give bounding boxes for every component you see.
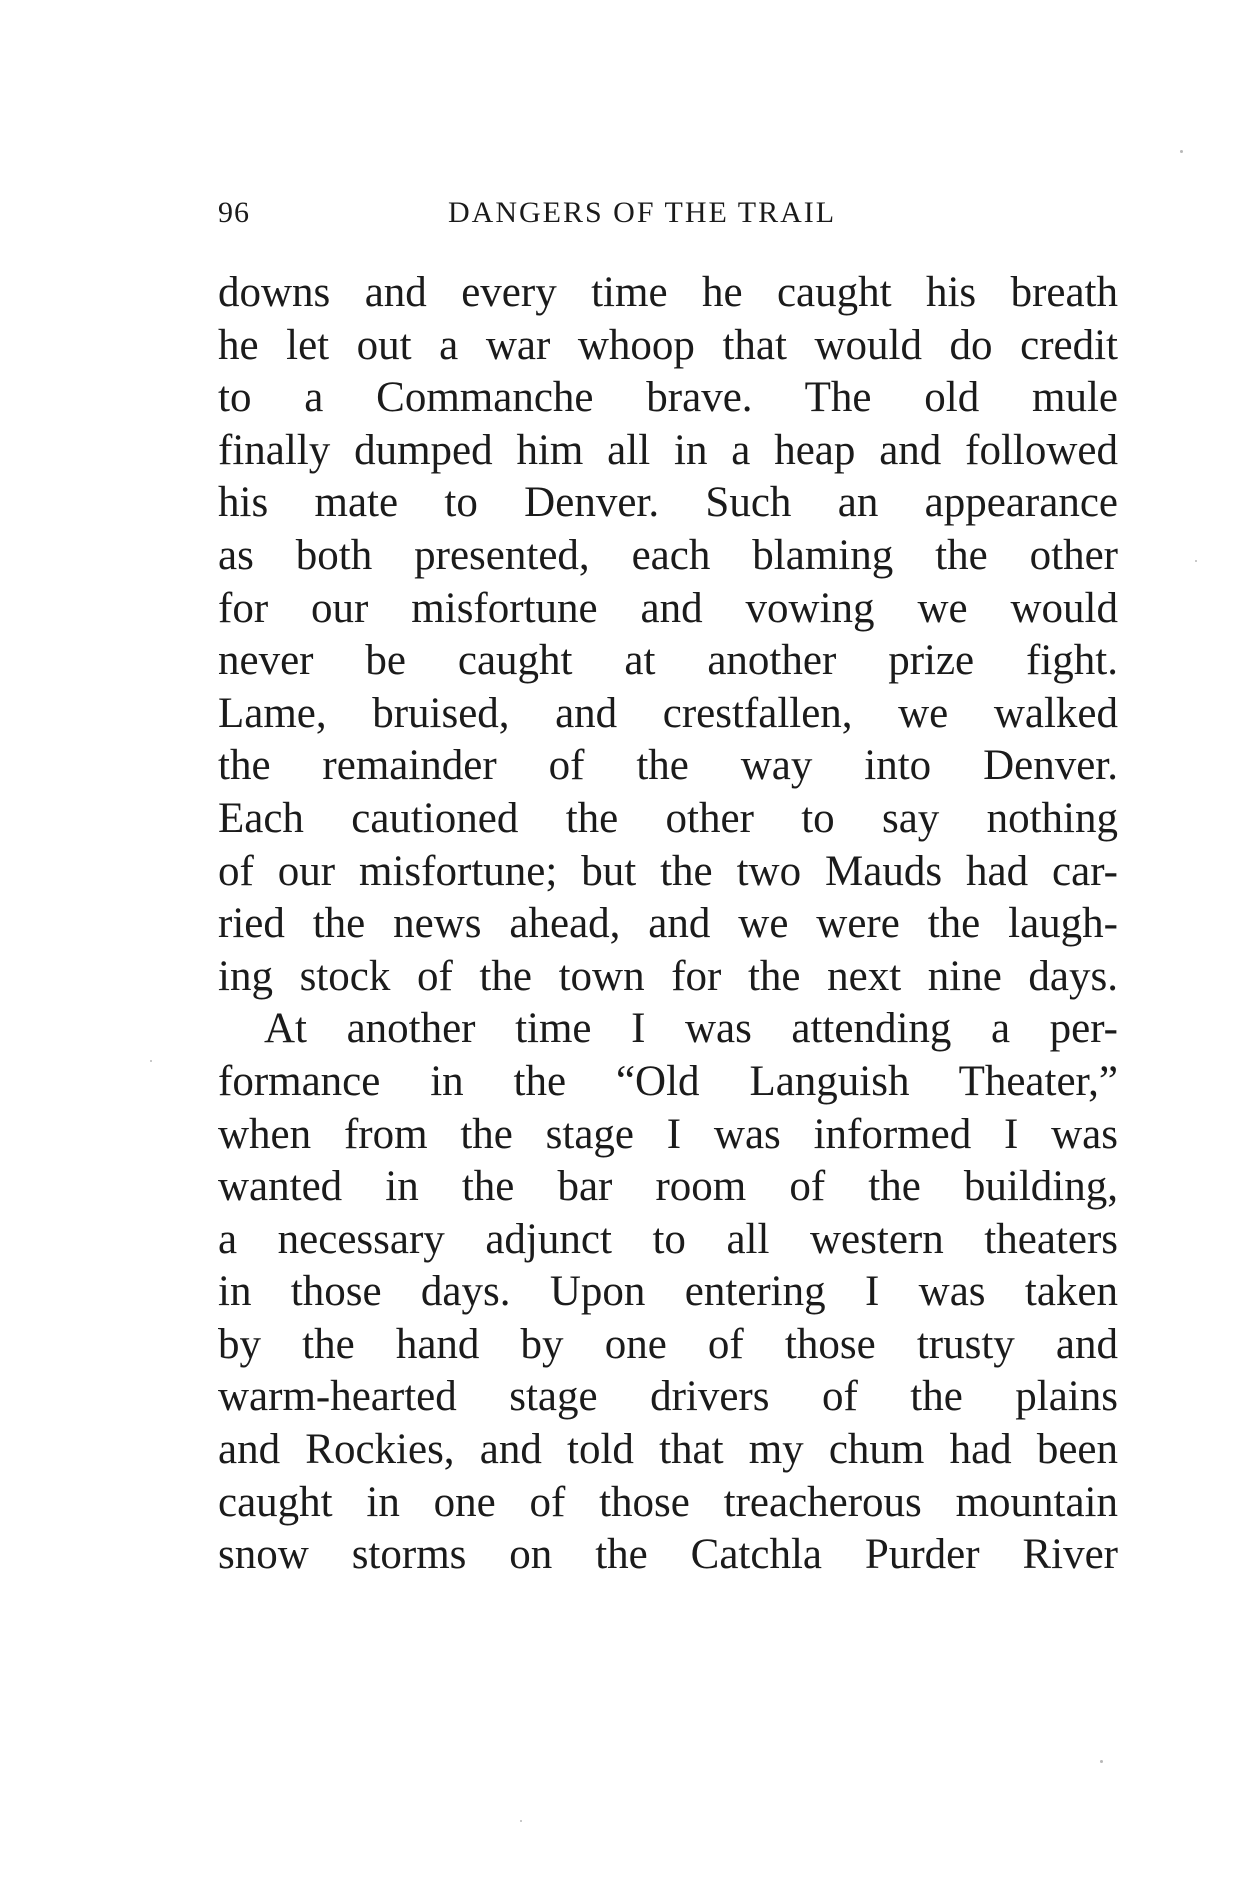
- scan-speck: [1180, 150, 1183, 153]
- text-line: by the hand by one of those trusty and: [218, 1320, 1118, 1368]
- text-line: finally dumped him all in a heap and followed: [218, 426, 1118, 474]
- page-header: [218, 196, 1118, 236]
- text-line: snow storms on the Catchla Purder River: [218, 1531, 1118, 1579]
- page-number: 96: [218, 196, 250, 229]
- text-line: for our misfortune and vowing we would: [218, 584, 1118, 632]
- text-line: his mate to Denver. Such an appearance: [218, 479, 1118, 527]
- text-line: a necessary adjunct to all western theaters: [218, 1215, 1118, 1263]
- text-line: in those days. Upon entering I was taken: [218, 1268, 1118, 1316]
- text-line: the remainder of the way into Denver.: [218, 742, 1118, 790]
- text-line: caught in one of those treacherous mountain: [218, 1478, 1118, 1526]
- text-line: Each cautioned the other to say nothing: [218, 794, 1118, 842]
- running-head: DANGERS OF THE TRAIL: [448, 196, 837, 229]
- text-line-paragraph-start: At another time I was attending a per-: [264, 1005, 1118, 1053]
- text-line: of our misfortune; but the two Mauds had car-: [218, 847, 1118, 895]
- scan-speck: [520, 1820, 522, 1822]
- text-line: formance in the “Old Languish Theater,”: [218, 1057, 1118, 1105]
- text-line: downs and every time he caught his breath: [218, 269, 1118, 316]
- text-line: as both presented, each blaming the other: [218, 531, 1118, 579]
- text-line: to a Commanche brave. The old mule: [218, 374, 1118, 422]
- body-text: [218, 267, 1118, 1582]
- text-line: he let out a war whoop that would do credit: [218, 321, 1118, 369]
- text-line: never be caught at another prize fight.: [218, 637, 1118, 685]
- text-line: when from the stage I was informed I was: [218, 1110, 1118, 1158]
- text-line: wanted in the bar room of the building,: [218, 1163, 1118, 1211]
- text-line: and Rockies, and told that my chum had been: [218, 1426, 1118, 1474]
- text-line: ing stock of the town for the next nine days.: [218, 952, 1118, 1000]
- text-line: Lame, bruised, and crestfallen, we walked: [218, 689, 1118, 737]
- scan-speck: [150, 1060, 152, 1062]
- scan-speck: [1100, 1760, 1103, 1763]
- scan-speck: [1195, 560, 1197, 562]
- text-line: warm-hearted stage drivers of the plains: [218, 1373, 1118, 1421]
- text-line: ried the news ahead, and we were the laugh-: [218, 900, 1118, 948]
